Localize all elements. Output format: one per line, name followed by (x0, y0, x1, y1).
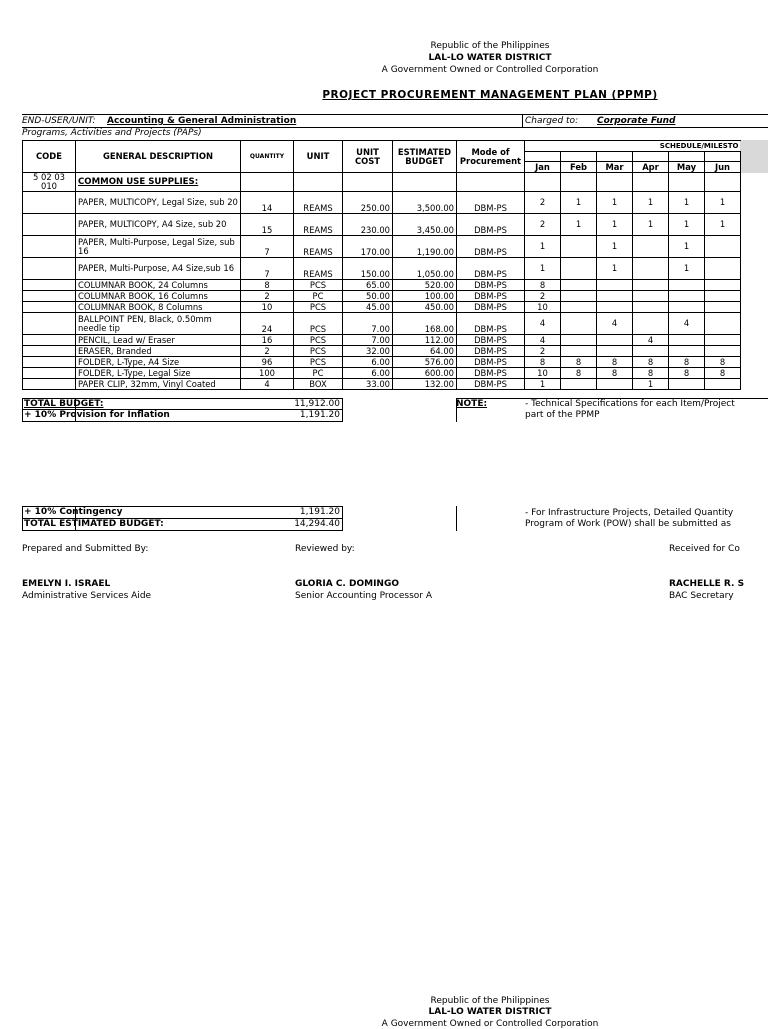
table-row (23, 335, 741, 346)
signatory2-name: GLORIA C. DOMINGO (295, 579, 399, 589)
item-description: ERASER, Branded (76, 346, 241, 357)
item-mode: DBM-PS (457, 214, 525, 236)
item-description: FOLDER, L-Type, Legal Size (76, 368, 241, 379)
item-description: FOLDER, L-Type, A4 Size (76, 357, 241, 368)
item-mode: DBM-PS (457, 291, 525, 302)
total-estimated-label: TOTAL ESTIMATED BUDGET: (24, 519, 164, 529)
totals-bottom-rule (22, 421, 342, 422)
item-description: PAPER, Multi-Purpose, Legal Size, sub 16 (76, 236, 241, 258)
item-quantity: 7 (241, 258, 294, 280)
item-month-qty: 1 (525, 258, 561, 280)
item-month-qty (561, 346, 597, 357)
item-month-qty: 1 (561, 214, 597, 236)
item-unit-cost: 6.00 (343, 357, 393, 368)
table-row (23, 258, 741, 280)
item-month-qty (561, 236, 597, 258)
item-month-qty: 8 (669, 368, 705, 379)
item-unit-cost: 7.00 (343, 313, 393, 335)
item-description: PAPER, MULTICOPY, A4 Size, sub 20 (76, 214, 241, 236)
item-month-qty (597, 335, 633, 346)
item-month-qty: 2 (525, 214, 561, 236)
item-unit-cost: 170.00 (343, 236, 393, 258)
code-cell (23, 335, 76, 346)
code-cell (23, 236, 76, 258)
item-month-qty: 1 (669, 258, 705, 280)
item-unit: REAMS (294, 258, 343, 280)
item-month-qty: 1 (597, 214, 633, 236)
item-budget: 576.00 (393, 357, 457, 368)
district-name: LAL-LO WATER DISTRICT (428, 53, 552, 63)
item-month-qty: 8 (561, 357, 597, 368)
item-budget: 3,450.00 (393, 214, 457, 236)
item-description: COLUMNAR BOOK, 24 Columns (76, 280, 241, 291)
item-unit: REAMS (294, 236, 343, 258)
item-month-qty (705, 335, 741, 346)
meta-top-rule (22, 114, 768, 115)
item-month-qty (561, 280, 597, 291)
col-month: Mar (597, 162, 633, 173)
code-cell (23, 346, 76, 357)
reviewed-by-label: Reviewed by: (295, 544, 355, 554)
section-code: 5 02 03 010 (23, 173, 76, 192)
item-month-qty (705, 291, 741, 302)
item-month-qty (597, 280, 633, 291)
col-mode: Mode of Procurement (457, 141, 525, 173)
item-month-qty: 1 (633, 214, 669, 236)
item-month-qty: 8 (633, 357, 669, 368)
item-unit-cost: 6.00 (343, 368, 393, 379)
col-month: Jan (525, 162, 561, 173)
republic-line: Republic of the Philippines (430, 41, 550, 51)
code-cell (23, 280, 76, 291)
table-row (23, 236, 741, 258)
item-quantity: 8 (241, 280, 294, 291)
note-label: NOTE: (456, 399, 488, 409)
item-budget: 520.00 (393, 280, 457, 291)
item-month-qty (633, 236, 669, 258)
item-month-qty: 1 (705, 214, 741, 236)
item-month-qty (597, 291, 633, 302)
signatory1-title: Administrative Services Aide (22, 591, 152, 601)
col-code: CODE (23, 141, 76, 173)
item-month-qty (633, 313, 669, 335)
item-month-qty: 4 (525, 313, 561, 335)
item-month-qty: 1 (705, 192, 741, 214)
item-quantity: 24 (241, 313, 294, 335)
item-month-qty: 8 (669, 357, 705, 368)
item-unit-cost: 7.00 (343, 335, 393, 346)
item-budget: 168.00 (393, 313, 457, 335)
table-row (23, 302, 741, 313)
item-unit: PC (294, 291, 343, 302)
item-budget: 100.00 (393, 291, 457, 302)
col-month: Feb (561, 162, 597, 173)
col-quantity: QUANTITY (241, 141, 294, 173)
item-unit-cost: 32.00 (343, 346, 393, 357)
code-cell (23, 192, 76, 214)
received-by-label: Received for Co (669, 544, 740, 554)
totals-right-rule (342, 398, 343, 422)
corporation-line: A Government Owned or Controlled Corporation (381, 65, 599, 75)
item-mode: DBM-PS (457, 236, 525, 258)
col-schedule: SCHEDULE/MILESTO (525, 141, 741, 152)
item-mode: DBM-PS (457, 335, 525, 346)
note1-line2: part of the PPMP (525, 410, 600, 420)
code-cell (23, 291, 76, 302)
item-budget: 64.00 (393, 346, 457, 357)
item-month-qty: 1 (597, 258, 633, 280)
note2-line1: - For Infrastructure Projects, Detailed Quantity (525, 508, 734, 518)
item-month-qty: 4 (669, 313, 705, 335)
item-month-qty: 1 (561, 192, 597, 214)
item-unit: REAMS (294, 192, 343, 214)
item-mode: DBM-PS (457, 379, 525, 390)
item-month-qty (561, 379, 597, 390)
ppmp-table (22, 140, 741, 390)
total-estimated-value: 14,294.40 (294, 519, 340, 529)
item-mode: DBM-PS (457, 258, 525, 280)
col-unit: UNIT (294, 141, 343, 173)
item-month-qty: 1 (525, 236, 561, 258)
table-row (23, 379, 741, 390)
item-mode: DBM-PS (457, 357, 525, 368)
table-row (23, 280, 741, 291)
item-month-qty (705, 379, 741, 390)
item-month-qty (669, 280, 705, 291)
inflation-value: 1,191.20 (299, 410, 340, 420)
item-month-qty: 8 (597, 368, 633, 379)
item-month-qty (561, 258, 597, 280)
item-month-qty: 2 (525, 291, 561, 302)
table-row (23, 368, 741, 379)
note1-line1: - Technical Specifications for each Item/Project (525, 399, 735, 409)
totals2-right-rule (342, 506, 343, 531)
signatory3-title: BAC Secretary (669, 591, 734, 601)
item-month-qty (633, 346, 669, 357)
table-row (23, 313, 741, 335)
item-quantity: 14 (241, 192, 294, 214)
item-month-qty: 1 (633, 379, 669, 390)
item-quantity: 15 (241, 214, 294, 236)
item-quantity: 16 (241, 335, 294, 346)
paps-label: Programs, Activities and Projects (PAPs) (22, 128, 202, 138)
col-month: Jun (705, 162, 741, 173)
item-quantity: 7 (241, 236, 294, 258)
col-description: GENERAL DESCRIPTION (76, 141, 241, 173)
item-mode: DBM-PS (457, 368, 525, 379)
item-month-qty (705, 280, 741, 291)
item-quantity: 100 (241, 368, 294, 379)
item-month-qty (633, 302, 669, 313)
item-unit-cost: 250.00 (343, 192, 393, 214)
code-cell (23, 357, 76, 368)
item-month-qty (669, 335, 705, 346)
totals2-left-rule (22, 506, 23, 531)
item-month-qty (705, 346, 741, 357)
item-description: COLUMNAR BOOK, 16 Columns (76, 291, 241, 302)
item-month-qty (597, 379, 633, 390)
prepared-by-label: Prepared and Submitted By: (22, 544, 149, 554)
item-month-qty: 1 (597, 236, 633, 258)
section-label: COMMON USE SUPPLIES: (76, 173, 241, 192)
table-row (23, 291, 741, 302)
item-mode: DBM-PS (457, 346, 525, 357)
item-quantity: 4 (241, 379, 294, 390)
item-month-qty: 1 (669, 236, 705, 258)
item-description: BALLPOINT PEN, Black, 0.50mm needle tip (76, 313, 241, 335)
item-month-qty (669, 291, 705, 302)
item-description: PAPER, MULTICOPY, Legal Size, sub 20 (76, 192, 241, 214)
item-month-qty (705, 236, 741, 258)
item-quantity: 2 (241, 346, 294, 357)
item-unit: PCS (294, 313, 343, 335)
item-unit-cost: 65.00 (343, 280, 393, 291)
item-month-qty: 8 (633, 368, 669, 379)
end-user-label: END-USER/UNIT: (22, 116, 96, 126)
item-month-qty (561, 291, 597, 302)
totals2-bottom-rule (22, 530, 342, 531)
code-cell (23, 302, 76, 313)
item-month-qty (561, 313, 597, 335)
table-row (23, 192, 741, 214)
signatory2-title: Senior Accounting Processor A (295, 591, 433, 601)
note2-line2: Program of Work (POW) shall be submitted as (525, 519, 731, 529)
code-cell (23, 368, 76, 379)
header-shade (740, 140, 768, 173)
table-row (23, 357, 741, 368)
signatory1-name: EMELYN I. ISRAEL (22, 579, 111, 589)
item-unit: PCS (294, 335, 343, 346)
item-month-qty: 10 (525, 368, 561, 379)
item-month-qty (633, 291, 669, 302)
item-month-qty: 4 (597, 313, 633, 335)
total-budget-label: TOTAL BUDGET: (24, 399, 104, 409)
item-unit-cost: 45.00 (343, 302, 393, 313)
next-page-district: LAL-LO WATER DISTRICT (428, 1007, 552, 1017)
item-month-qty: 8 (705, 357, 741, 368)
item-budget: 112.00 (393, 335, 457, 346)
item-unit: PCS (294, 280, 343, 291)
item-mode: DBM-PS (457, 280, 525, 291)
code-cell (23, 258, 76, 280)
next-page-corp: A Government Owned or Controlled Corporation (381, 1019, 599, 1029)
item-quantity: 2 (241, 291, 294, 302)
signatory3-name: RACHELLE R. S (669, 579, 745, 589)
table-row (23, 346, 741, 357)
item-month-qty (633, 258, 669, 280)
item-month-qty (633, 280, 669, 291)
item-unit: PCS (294, 346, 343, 357)
next-page-republic: Republic of the Philippines (430, 996, 550, 1006)
item-quantity: 96 (241, 357, 294, 368)
meta-divider (522, 114, 523, 128)
item-month-qty (705, 313, 741, 335)
note2-left-rule (456, 506, 457, 531)
item-description: COLUMNAR BOOK, 8 Columns (76, 302, 241, 313)
item-quantity: 10 (241, 302, 294, 313)
item-month-qty: 8 (597, 357, 633, 368)
item-budget: 1,050.00 (393, 258, 457, 280)
item-month-qty: 1 (597, 192, 633, 214)
contingency-label: + 10% Contingency (24, 507, 123, 517)
item-description: PAPER CLIP, 32mm, Vinyl Coated (76, 379, 241, 390)
item-description: PAPER, Multi-Purpose, A4 Size,sub 16 (76, 258, 241, 280)
charged-to-value: Corporate Fund (597, 116, 676, 126)
code-cell (23, 313, 76, 335)
item-budget: 1,190.00 (393, 236, 457, 258)
item-month-qty: 1 (669, 192, 705, 214)
item-month-qty: 2 (525, 192, 561, 214)
col-unit-cost: UNIT COST (343, 141, 393, 173)
item-unit-cost: 150.00 (343, 258, 393, 280)
item-month-qty: 8 (705, 368, 741, 379)
total-budget-value: 11,912.00 (294, 399, 340, 409)
item-month-qty: 8 (525, 357, 561, 368)
item-budget: 600.00 (393, 368, 457, 379)
item-unit: PC (294, 368, 343, 379)
code-cell (23, 214, 76, 236)
item-mode: DBM-PS (457, 302, 525, 313)
item-budget: 3,500.00 (393, 192, 457, 214)
item-month-qty: 8 (525, 280, 561, 291)
item-description: PENCIL, Lead w/ Eraser (76, 335, 241, 346)
item-budget: 450.00 (393, 302, 457, 313)
inflation-label: + 10% Provision for Inflation (24, 410, 170, 420)
item-month-qty (561, 335, 597, 346)
totals-left-rule (22, 398, 23, 422)
item-unit-cost: 50.00 (343, 291, 393, 302)
item-month-qty: 8 (561, 368, 597, 379)
item-unit: PCS (294, 302, 343, 313)
table-row (23, 214, 741, 236)
item-month-qty: 2 (525, 346, 561, 357)
col-estimated-budget: ESTIMATED BUDGET (393, 141, 457, 173)
item-month-qty: 4 (633, 335, 669, 346)
item-month-qty: 1 (525, 379, 561, 390)
item-month-qty (597, 302, 633, 313)
item-unit: BOX (294, 379, 343, 390)
item-budget: 132.00 (393, 379, 457, 390)
charged-to-label: Charged to: (525, 116, 579, 126)
col-month: May (669, 162, 705, 173)
code-cell (23, 379, 76, 390)
item-month-qty: 1 (633, 192, 669, 214)
item-month-qty (669, 346, 705, 357)
item-mode: DBM-PS (457, 192, 525, 214)
item-month-qty (705, 258, 741, 280)
col-month: Apr (633, 162, 669, 173)
item-month-qty: 10 (525, 302, 561, 313)
document-title: PROJECT PROCUREMENT MANAGEMENT PLAN (PPMP) (322, 89, 658, 101)
item-month-qty (597, 346, 633, 357)
item-unit: REAMS (294, 214, 343, 236)
item-month-qty (669, 302, 705, 313)
item-month-qty: 4 (525, 335, 561, 346)
item-mode: DBM-PS (457, 313, 525, 335)
contingency-value: 1,191.20 (299, 507, 340, 517)
item-month-qty (669, 379, 705, 390)
item-unit: PCS (294, 357, 343, 368)
item-unit-cost: 230.00 (343, 214, 393, 236)
end-user-value: Accounting & General Administration (107, 116, 297, 126)
item-month-qty: 1 (669, 214, 705, 236)
item-month-qty (561, 302, 597, 313)
item-month-qty (705, 302, 741, 313)
item-unit-cost: 33.00 (343, 379, 393, 390)
